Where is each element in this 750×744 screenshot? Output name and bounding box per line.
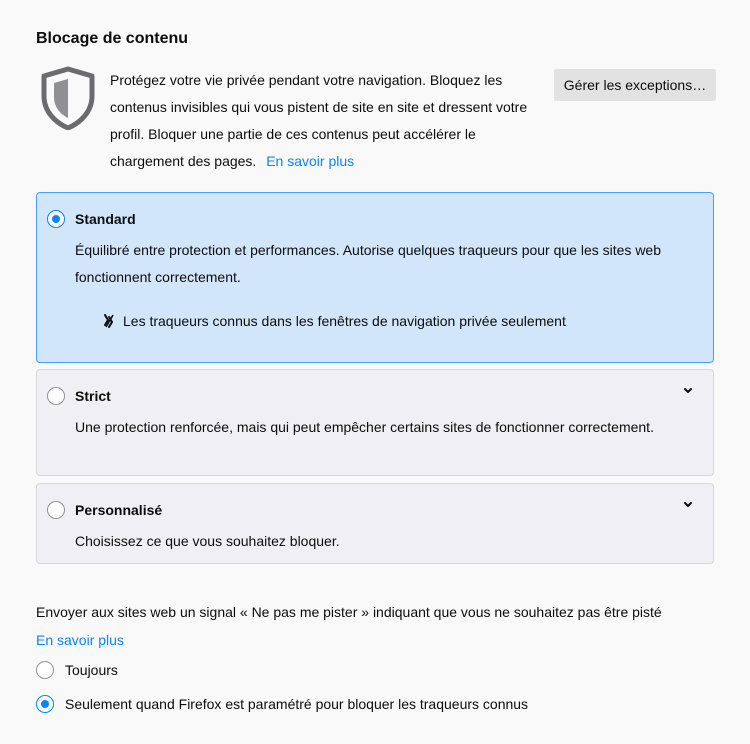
dnt-only-radio[interactable] <box>36 695 54 713</box>
intro-description <box>110 67 550 175</box>
standard-title: Standard <box>75 211 136 227</box>
option-card-custom[interactable] <box>36 483 714 564</box>
custom-description: Choisissez ce que vous souhaitez bloquer. <box>75 533 340 549</box>
custom-title: Personnalisé <box>75 502 163 518</box>
option-card-standard[interactable] <box>36 192 714 363</box>
custom-radio[interactable] <box>47 501 65 519</box>
standard-tracker-note <box>101 313 566 329</box>
section-title: Blocage de contenu <box>36 30 189 47</box>
standard-radio[interactable] <box>47 210 65 228</box>
intro-learn-more-link[interactable]: En savoir plus <box>266 153 355 169</box>
manage-exceptions-button[interactable]: Gérer les exceptions… <box>554 69 716 101</box>
dnt-learn-more-link[interactable]: En savoir plus <box>36 632 124 648</box>
dnt-only-label: Seulement quand Firefox est paramétré pour bloquer les traqueurs connus <box>65 696 529 712</box>
dnt-always-label: Toujours <box>65 662 118 678</box>
tracker-note-text: Les traqueurs connus dans les fenêtres de navigation privée seulement <box>123 313 566 329</box>
standard-description: Équilibré entre protection et performances. Autorise quelques traqueurs pour que les sites web fonctionnent correctement. <box>75 242 662 285</box>
chevron-down-icon[interactable] <box>681 498 695 512</box>
dnt-always-radio[interactable] <box>36 661 54 679</box>
tracker-icon <box>101 313 117 329</box>
intro-text: Protégez votre vie privée pendant votre navigation. Bloquez les contenus invisibles qui vous pistent de site en site et dressent votre profil. Bloquer une partie de ces contenus peut accélérer le chargement des pages. <box>110 72 528 169</box>
strict-radio[interactable] <box>47 387 65 405</box>
dnt-description: Envoyer aux sites web un signal « Ne pas me pister » indiquant que vous ne souhaitez pas être pisté <box>36 604 662 620</box>
shield-icon <box>40 66 96 130</box>
option-card-strict[interactable] <box>36 369 714 476</box>
chevron-down-icon[interactable] <box>681 384 695 398</box>
strict-description: Une protection renforcée, mais qui peut empêcher certains sites de fonctionner correctement. <box>75 419 654 435</box>
strict-title: Strict <box>75 388 111 404</box>
